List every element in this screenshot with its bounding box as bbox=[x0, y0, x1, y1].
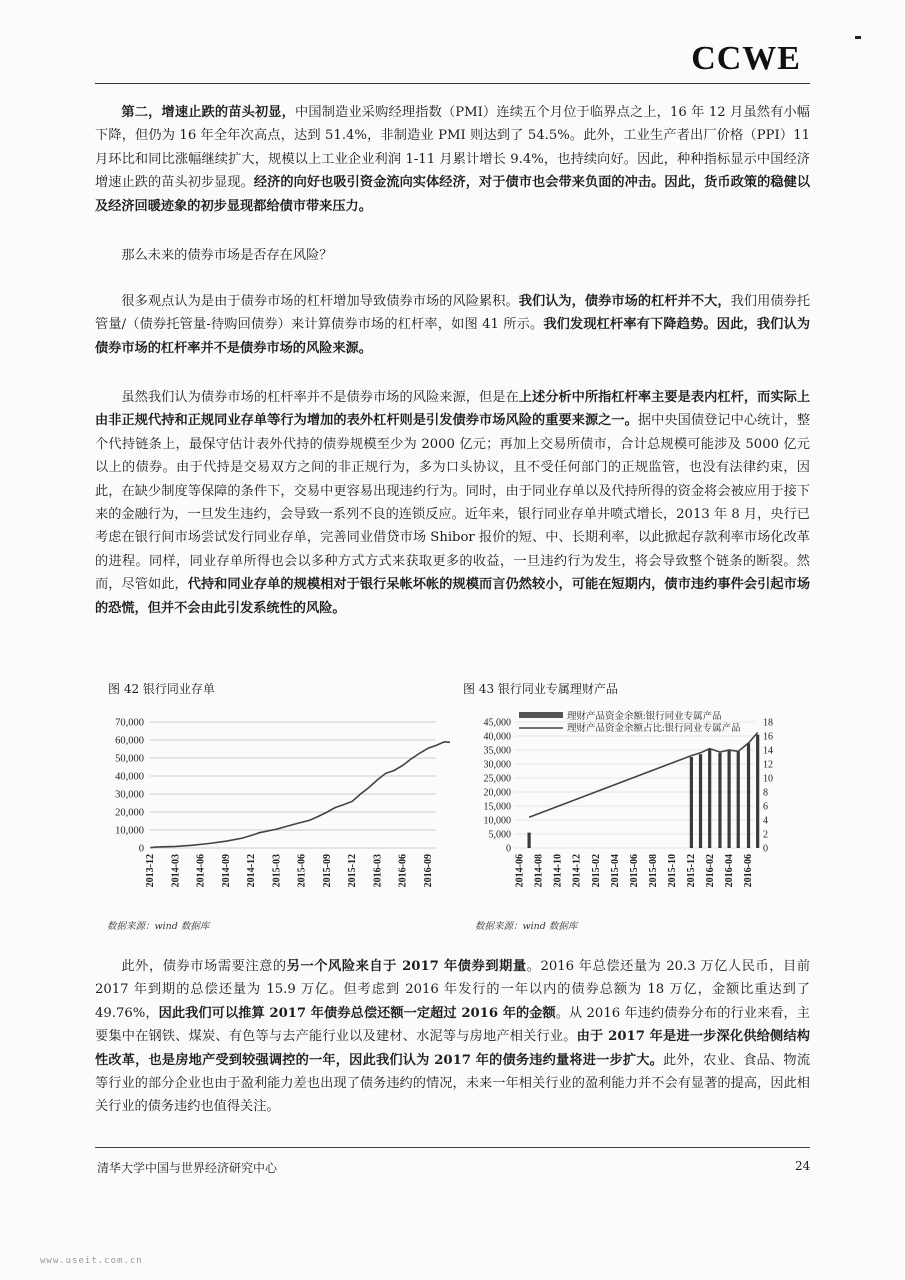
text-run: 虽然我们认为债券市场的杠杆率并不是债券市场的风险来源，但是在 bbox=[121, 390, 519, 405]
y-right-tick-label: 10 bbox=[763, 773, 773, 785]
x-tick-label: 2016-04 bbox=[724, 854, 736, 888]
y-right-tick-label: 8 bbox=[763, 787, 768, 799]
bar bbox=[708, 749, 711, 848]
y-right-tick-label: 18 bbox=[763, 717, 773, 729]
page-number: 24 bbox=[795, 1159, 811, 1173]
y-right-tick-label: 4 bbox=[763, 815, 768, 827]
legend-swatch-bar bbox=[519, 712, 563, 718]
paragraph-1 bbox=[95, 101, 810, 218]
x-tick-label: 2014-12 bbox=[246, 854, 258, 888]
x-tick-label: 2015-03 bbox=[271, 854, 283, 888]
y-left-tick-label: 5,000 bbox=[488, 829, 511, 841]
legend-label-bar: 理财产品资金余额:银行同业专属产品 bbox=[567, 712, 722, 722]
y-right-tick-label: 2 bbox=[763, 829, 768, 841]
figure-43-title: 图 43 银行同业专属理财产品 bbox=[463, 682, 618, 696]
text-run: 经济的向好也吸引资金流向实体经济，对于债市也会带来负面的冲击。因此，货币政策的稳健以及经济回暖迹象的初步显现都给债市带来压力。 bbox=[95, 175, 811, 214]
x-tick-label: 2014-12 bbox=[571, 854, 583, 888]
footer-rule bbox=[95, 1147, 810, 1148]
x-tick-label: 2015-02 bbox=[590, 854, 602, 888]
y-left-tick-label: 0 bbox=[506, 843, 511, 855]
x-tick-label: 2015-06 bbox=[296, 854, 308, 888]
text-run: 那么未来的债券市场是否存在风险？ bbox=[121, 248, 333, 263]
y-left-tick-label: 20,000 bbox=[483, 787, 511, 799]
y-tick-label: 20,000 bbox=[115, 807, 144, 819]
text-run: 另一个风险来自于 2017 年债券到期量 bbox=[286, 959, 527, 974]
x-tick-label: 2013-12 bbox=[145, 854, 156, 888]
x-tick-label: 2016-02 bbox=[705, 854, 717, 888]
figure-43-chart bbox=[455, 708, 805, 908]
ccwe-logo: CCWE bbox=[691, 40, 801, 77]
y-right-tick-label: 16 bbox=[763, 731, 773, 743]
figure-42-title: 图 42 银行同业存单 bbox=[108, 682, 215, 696]
bar bbox=[527, 833, 530, 848]
watermark: www.useit.com.cn bbox=[40, 1256, 143, 1266]
x-tick-label: 2016-06 bbox=[743, 854, 755, 888]
x-tick-label: 2014-06 bbox=[514, 854, 526, 888]
bar bbox=[737, 751, 740, 848]
x-tick-label: 2015-06 bbox=[628, 854, 640, 888]
y-tick-label: 70,000 bbox=[115, 717, 144, 729]
text-run: 我们发现杠杆率有下降趋势。因此，我们认为债券市场的杠杆率并不是债券市场的风险来源。 bbox=[95, 317, 811, 356]
text-run: 此外，债券市场需要注意的 bbox=[121, 959, 287, 974]
x-tick-label: 2015-10 bbox=[666, 854, 678, 888]
text-run: 代持和同业存单的规模相对于银行呆帐坏帐的规模而言仍然较小，可能在短期内，债市违约事件会引起市场的恐慌，但并不会由此引发系统性的风险。 bbox=[95, 577, 811, 616]
bar bbox=[747, 743, 750, 848]
x-tick-label: 2015-12 bbox=[347, 854, 359, 888]
x-tick-label: 2014-10 bbox=[552, 854, 564, 888]
text-run: 中国制造业采购经理指数（PMI）连续五个月位于临界点之上，16 年 12 月虽然有小幅下降，但仍为 16 年全年次高点，达到 51.4%，非制造业 PMI 则达到了 54.5%。此外，工业生产者出厂价格（PPI）11 月环比和同比涨幅继续扩大，规模以上工业企业利润 1-11 月累计增长 9.4%，也持续向好。因此，种种指标显示中国经济增速止跌的苗头初步显现。 bbox=[95, 105, 810, 191]
y-left-tick-label: 35,000 bbox=[483, 745, 511, 757]
paragraph-4 bbox=[95, 386, 810, 620]
y-right-tick-label: 14 bbox=[763, 745, 773, 757]
paragraph-2 bbox=[95, 244, 810, 267]
text-run: 。从 2016 年违约债券分布的行业来看，主要集中在钢铁、煤炭、有色等与去产能行业以及建材、水泥等与房地产相关行业。 bbox=[95, 1005, 810, 1045]
y-right-tick-label: 12 bbox=[763, 759, 773, 771]
series-line bbox=[529, 733, 758, 818]
bar bbox=[727, 750, 730, 848]
text-run: 上述分析中所指杠杆率主要是表内杠杆，而实际上由非正规代持和正规同业存单等行为增加的表外杠杆则是引发债券市场风险的重要来源之一。 bbox=[95, 390, 811, 429]
bar bbox=[718, 753, 721, 848]
y-left-tick-label: 30,000 bbox=[483, 759, 511, 771]
y-left-tick-label: 25,000 bbox=[483, 773, 511, 785]
x-tick-label: 2015-12 bbox=[686, 854, 697, 888]
figure-42-source: 数据来源：wind 数据库 bbox=[107, 921, 210, 932]
x-tick-label: 2014-03 bbox=[170, 854, 182, 888]
y-tick-label: 40,000 bbox=[115, 771, 144, 783]
text-run: 很多观点认为是由于债券市场的杠杆增加导致债券市场的风险累积。 bbox=[121, 294, 519, 309]
text-run: 我们认为，债券市场的杠杆并不大， bbox=[518, 294, 731, 309]
y-left-tick-label: 15,000 bbox=[483, 801, 511, 813]
figure-42-chart bbox=[100, 708, 450, 908]
text-run: 由于 2017 年是进一步深化供给侧结构性改革，也是房地产受到较强调控的一年，因此我们认为 2017 年的债务违约量将进一步扩大。 bbox=[95, 1029, 810, 1068]
bar bbox=[699, 754, 702, 848]
y-tick-label: 10,000 bbox=[115, 825, 144, 837]
scan-mark bbox=[855, 36, 861, 39]
y-tick-label: 60,000 bbox=[115, 735, 144, 747]
text-run: 。2016 年总偿还量为 20.3 万亿人民币，目前 2017 年到期的总偿还量为 15.9 万亿。但考虑到 2016 年发行的一年以内的债券总额为 18 万亿，金额比重达到了 49.76%， bbox=[95, 959, 811, 1021]
x-tick-label: 2015-08 bbox=[647, 854, 659, 888]
bar bbox=[756, 735, 759, 848]
footer-org: 清华大学中国与世界经济研究中心 bbox=[97, 1161, 278, 1175]
y-left-tick-label: 40,000 bbox=[483, 731, 511, 743]
paragraph-3 bbox=[95, 290, 810, 360]
y-tick-label: 50,000 bbox=[115, 753, 144, 765]
y-left-tick-label: 10,000 bbox=[483, 815, 511, 827]
legend-label-line: 理财产品资金余额占比:银行同业专属产品 bbox=[567, 724, 741, 734]
text-run: 我们用债券托管量/（债券托管量-待购回债券）来计算债券市场的杠杆率，如图 41 所示。 bbox=[95, 294, 811, 333]
x-tick-label: 2016-03 bbox=[372, 854, 384, 888]
y-tick-label: 0 bbox=[138, 843, 144, 855]
text-run: 此外，农业、食品、物流等行业的部分企业也由于盈利能力差也出现了债务违约的情况，未来一年相关行业的盈利能力并不会有显著的提高，因此相关行业的债务违约也值得关注。 bbox=[95, 1052, 811, 1115]
figure-43-source: 数据来源：wind 数据库 bbox=[475, 921, 578, 932]
y-right-tick-label: 6 bbox=[763, 801, 768, 813]
x-tick-label: 2014-08 bbox=[533, 854, 545, 888]
x-tick-label: 2015-04 bbox=[609, 854, 621, 888]
text-run: 因此我们可以推算 2017 年债券总偿还额一定超过 2016 年的金额 bbox=[158, 1005, 556, 1021]
x-tick-label: 2016-09 bbox=[422, 854, 434, 888]
y-left-tick-label: 45,000 bbox=[483, 717, 511, 729]
text-run: 据中央国债登记中心统计，整个代持链条上，最保守估计表外代持的债券规模至少为 2000 亿元；再加上交易所债市，合计总规模可能涉及 5000 亿元以上的债券。由于代持是交易双方之间的非正规行为，多为口头协议，且不受任何部门的正规监管，也没有法律约束，因此，在缺少制度等保障的条件下，交易中更容易出现违约行为。同时，由于同业存单以及代持所得的资金将会被应用于接下来的金融行为，一旦发生违约，会导致一系列不良的连锁反应。近年来，银行同业存单井喷式增长，2013 年 8 月，央行已考虑在银行间市场尝试发行同业存单，完善同业借贷市场 Shibor 报价的短、中、长期利率，以此掀起存款利率市场化改革的进程。同样，同业存单所得也会以多种方式方式来获取更多的收益，一旦违约行为发生，将会导致整个链条的断裂。然而，尽管如此， bbox=[95, 413, 811, 593]
x-tick-label: 2016-06 bbox=[397, 854, 409, 888]
header-rule bbox=[95, 83, 810, 84]
text-run: 第二，增速止跌的苗头初显， bbox=[121, 105, 296, 120]
x-tick-label: 2015-09 bbox=[321, 854, 333, 888]
x-tick-label: 2014-06 bbox=[195, 854, 207, 888]
paragraph-5 bbox=[95, 955, 810, 1119]
y-tick-label: 30,000 bbox=[115, 789, 144, 801]
x-tick-label: 2014-09 bbox=[220, 854, 232, 888]
bar bbox=[690, 757, 693, 848]
y-right-tick-label: 0 bbox=[763, 843, 768, 855]
